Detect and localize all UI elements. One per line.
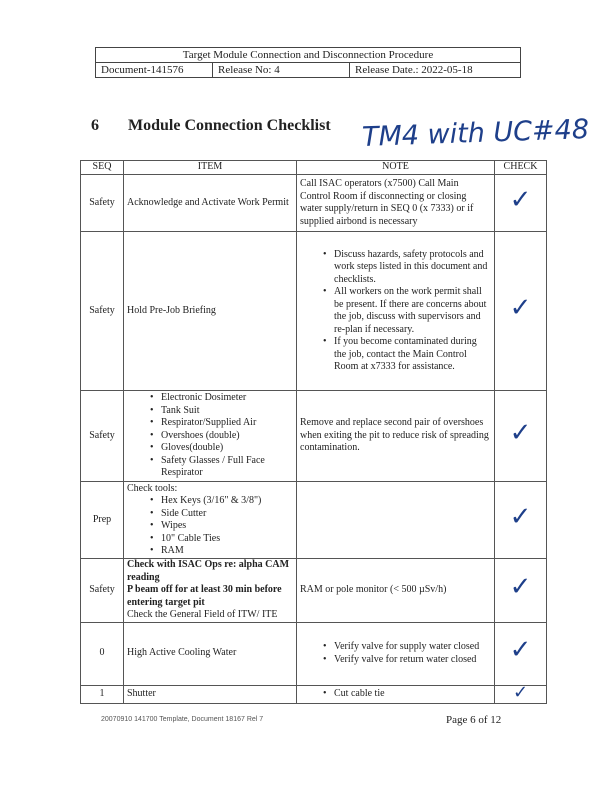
check-cell bbox=[495, 622, 547, 685]
col-item: ITEM bbox=[124, 161, 297, 175]
list-item: • Discuss hazards, safety protocols and work steps listed in this document and checklists. bbox=[334, 249, 491, 287]
item-cell bbox=[124, 391, 297, 482]
check-mark-icon: ✓ bbox=[509, 292, 532, 323]
list-item: • Wipes bbox=[161, 520, 293, 533]
item-cell: Acknowledge and Activate Work Permit bbox=[124, 175, 297, 232]
check-mark-icon: ✓ bbox=[509, 501, 532, 532]
release-date: Release Date.: 2022-05-18 bbox=[355, 64, 473, 76]
page-number: Page 6 of 12 bbox=[446, 714, 502, 726]
item-cell bbox=[124, 482, 297, 559]
list-item: • 10" Cable Ties bbox=[161, 533, 293, 546]
list-item: • RAM bbox=[161, 545, 293, 558]
list-item: • Respirator/Supplied Air bbox=[161, 417, 293, 430]
tools-list bbox=[127, 495, 293, 558]
check-cell bbox=[495, 232, 547, 391]
item-cell: Shutter bbox=[124, 685, 297, 703]
seq-cell: Safety bbox=[81, 232, 124, 391]
item-cell: High Active Cooling Water bbox=[124, 622, 297, 685]
list-item: • Hex Keys (3/16" & 3/8") bbox=[161, 495, 293, 508]
seq-cell: 0 bbox=[81, 622, 124, 685]
document-number: Document-141576 bbox=[96, 63, 213, 77]
seq-cell: Safety bbox=[81, 391, 124, 482]
note-list bbox=[300, 641, 491, 666]
check-cell bbox=[495, 482, 547, 559]
document-header bbox=[95, 47, 521, 78]
check-cell bbox=[495, 391, 547, 482]
table-row bbox=[81, 175, 547, 232]
table-row bbox=[81, 685, 547, 703]
check-cell bbox=[495, 175, 547, 232]
table-row bbox=[81, 559, 547, 623]
table-row bbox=[81, 232, 547, 391]
seq-cell: 1 bbox=[81, 685, 124, 703]
note-list bbox=[300, 688, 491, 701]
check-mark-icon: ✓ bbox=[509, 635, 532, 666]
handwritten-annotation: TM4 with UC#48 bbox=[361, 114, 590, 153]
list-item: • Verify valve for return water closed bbox=[334, 654, 491, 667]
checklist-table bbox=[80, 160, 547, 704]
item-bold-line: Check with ISAC Ops re: alpha CAM reading bbox=[127, 559, 290, 583]
seq-cell: Safety bbox=[81, 175, 124, 232]
item-plain-line: Check the General Field of ITW/ ITE bbox=[127, 609, 278, 620]
table-row bbox=[81, 622, 547, 685]
list-item: • If you become contaminated during the job, contact the Main Control Room at x7333 for assistance. bbox=[334, 336, 491, 374]
list-item: • Tank Suit bbox=[161, 405, 293, 418]
tools-lead: Check tools: bbox=[127, 482, 178, 494]
seq-cell: Safety bbox=[81, 559, 124, 623]
col-note: NOTE bbox=[297, 161, 495, 175]
list-item: • Cut cable tie bbox=[334, 688, 491, 701]
note-cell bbox=[297, 232, 495, 391]
check-mark-icon: ✓ bbox=[509, 184, 532, 215]
item-cell: Hold Pre-Job Briefing bbox=[124, 232, 297, 391]
note-cell: Remove and replace second pair of overshoes when exiting the pit to reduce risk of spreading contamination. bbox=[297, 391, 495, 482]
section-title: Module Connection Checklist bbox=[128, 117, 331, 134]
list-item: • Overshoes (double) bbox=[161, 430, 293, 443]
check-mark-icon: ✓ bbox=[509, 572, 532, 602]
list-item: • Side Cutter bbox=[161, 508, 293, 521]
procedure-title: Target Module Connection and Disconnection Procedure bbox=[96, 48, 520, 63]
note-cell bbox=[297, 482, 495, 559]
footer-template: 20070910 141700 Template, Document 18167 Rel 7 bbox=[101, 716, 264, 723]
note-cell: RAM or pole monitor (< 500 µSv/h) bbox=[297, 559, 495, 623]
note-cell bbox=[297, 685, 495, 703]
table-header-row bbox=[81, 161, 547, 175]
item-cell bbox=[124, 559, 297, 623]
section-number: 6 bbox=[91, 117, 99, 134]
item-bold-line: P beam off for at least 30 min before entering target pit bbox=[127, 584, 282, 608]
list-item: • Verify valve for supply water closed bbox=[334, 641, 491, 654]
check-cell bbox=[495, 681, 547, 703]
check-mark-icon: ✓ bbox=[512, 681, 529, 703]
list-item: • Electronic Dosimeter bbox=[161, 392, 293, 405]
release-number: Release No: 4 bbox=[213, 63, 350, 77]
table-row bbox=[81, 391, 547, 482]
col-check: CHECK bbox=[495, 161, 547, 175]
note-cell bbox=[297, 622, 495, 685]
list-item: • Gloves(double) bbox=[161, 442, 293, 455]
note-list bbox=[300, 249, 491, 374]
seq-cell: Prep bbox=[81, 482, 124, 559]
check-mark-icon: ✓ bbox=[509, 417, 532, 448]
check-cell bbox=[495, 559, 547, 623]
ppe-list bbox=[127, 392, 293, 480]
note-cell: Call ISAC operators (x7500) Call Main Control Room if disconnecting or closing water supply/return in SEQ 0 (x 7333) or if supplied airbond is necessary bbox=[297, 175, 495, 232]
list-item: • Safety Glasses / Full Face Respirator bbox=[161, 455, 293, 480]
table-row bbox=[81, 482, 547, 559]
col-seq: SEQ bbox=[81, 161, 124, 175]
list-item: • All workers on the work permit shall be present. If there are concerns about the job, discuss with supervisors and re-plan if necessary. bbox=[334, 286, 491, 336]
